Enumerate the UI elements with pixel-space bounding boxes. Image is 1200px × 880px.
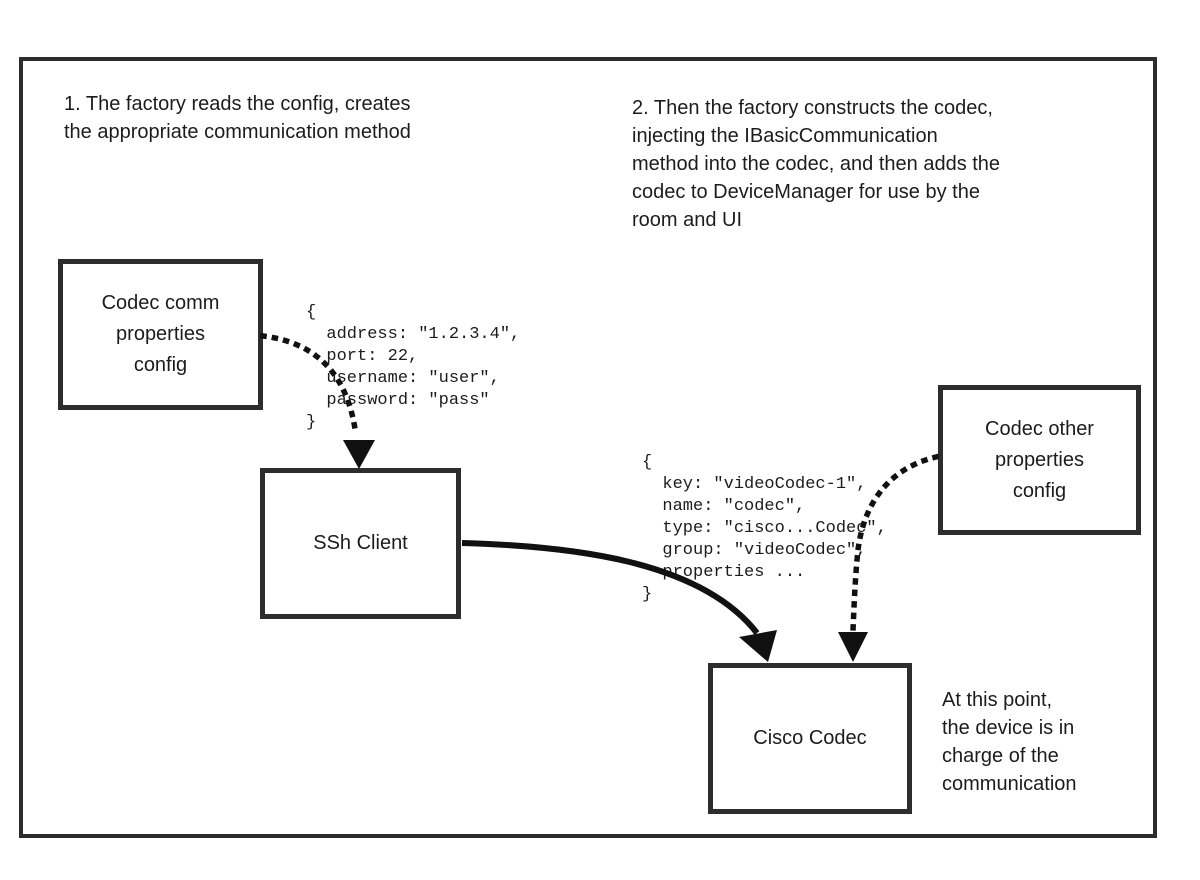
annotation-step1: 1. The factory reads the config, creates the appropriate communication method — [64, 93, 411, 143]
node-codec-comm-properties-config — [58, 259, 263, 410]
node-ssh-client — [260, 468, 461, 619]
node-codec-other-properties-config — [938, 385, 1141, 535]
node-label-cisco-codec: Cisco Codec — [753, 727, 867, 749]
code-codec-properties-json: { key: "videoCodec-1", name: "codec", type: "cisco...Codec", group: "videoCodec", properties ... } — [642, 453, 887, 604]
node-label-codec-other-properties-config: Codec other properties config — [985, 417, 1094, 502]
node-label-codec-comm-properties-config: Codec comm properties config — [101, 292, 220, 376]
node-label-ssh-client: SSh Client — [313, 532, 408, 554]
annotation-final-note: At this point, the device is in charge of the communication — [942, 689, 1077, 795]
node-cisco-codec — [708, 663, 912, 814]
code-comm-properties-json: { address: "1.2.3.4", port: 22, username: "user", password: "pass" } — [306, 303, 521, 432]
annotation-step2: 2. Then the factory constructs the codec, injecting the IBasicCommunication method into the codec, and then adds the codec to DeviceManager for use by the room and UI — [632, 97, 1001, 231]
